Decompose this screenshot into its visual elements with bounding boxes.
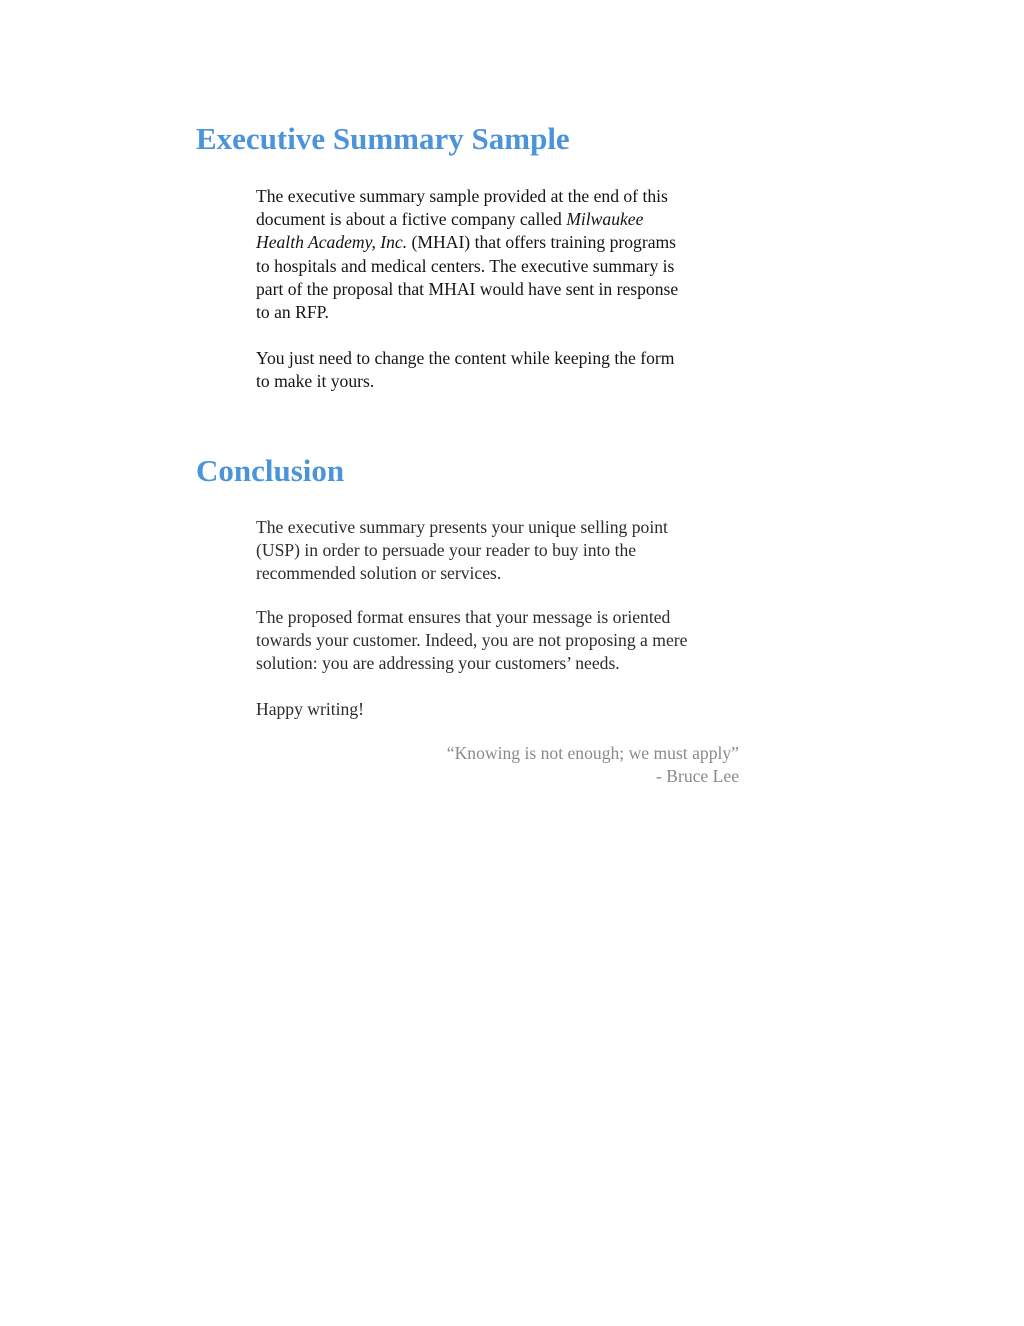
executive-summary-heading: Executive Summary Sample — [196, 121, 570, 156]
text-line: recommended solution or services. — [256, 563, 502, 584]
company-name-part-1: Milwaukee — [566, 209, 644, 230]
quote-text: “Knowing is not enough; we must apply” — [446, 743, 739, 763]
conclusion-paragraph-2 — [256, 606, 756, 676]
text-line: (USP) in order to persuade your reader to buy into the — [256, 540, 637, 561]
text-line: towards your customer. Indeed, you are not proposing a mere — [256, 630, 688, 651]
company-name-part-2: Health Academy, Inc. — [256, 232, 408, 253]
text-line: Happy writing! — [256, 699, 364, 719]
conclusion-closing-line — [256, 698, 756, 721]
text-line — [256, 208, 756, 231]
text-line: to hospitals and medical centers. The executive summary is — [256, 255, 675, 276]
text-line: to make it yours. — [256, 371, 375, 392]
text-line — [256, 231, 756, 254]
text-line: The executive summary presents your unique selling point — [256, 517, 668, 537]
quote-block — [256, 742, 739, 788]
conclusion-paragraph-1 — [256, 516, 756, 586]
text-segment: document is about a fictive company called — [256, 209, 567, 230]
text-line: part of the proposal that MHAI would have sent in response — [256, 278, 679, 299]
text-line: solution: you are addressing your customers’ needs. — [256, 653, 620, 674]
executive-summary-paragraph-1 — [256, 185, 756, 324]
text-line: to an RFP. — [256, 302, 329, 323]
text-segment: (MHAI) that offers training programs — [407, 232, 677, 253]
conclusion-heading: Conclusion — [196, 453, 345, 488]
text-line: You just need to change the content while keeping the form — [256, 348, 675, 368]
text-line: The executive summary sample provided at the end of this — [256, 186, 668, 206]
text-line: The proposed format ensures that your message is oriented — [256, 607, 671, 627]
executive-summary-paragraph-2 — [256, 347, 756, 393]
quote-author: - Bruce Lee — [655, 766, 739, 787]
